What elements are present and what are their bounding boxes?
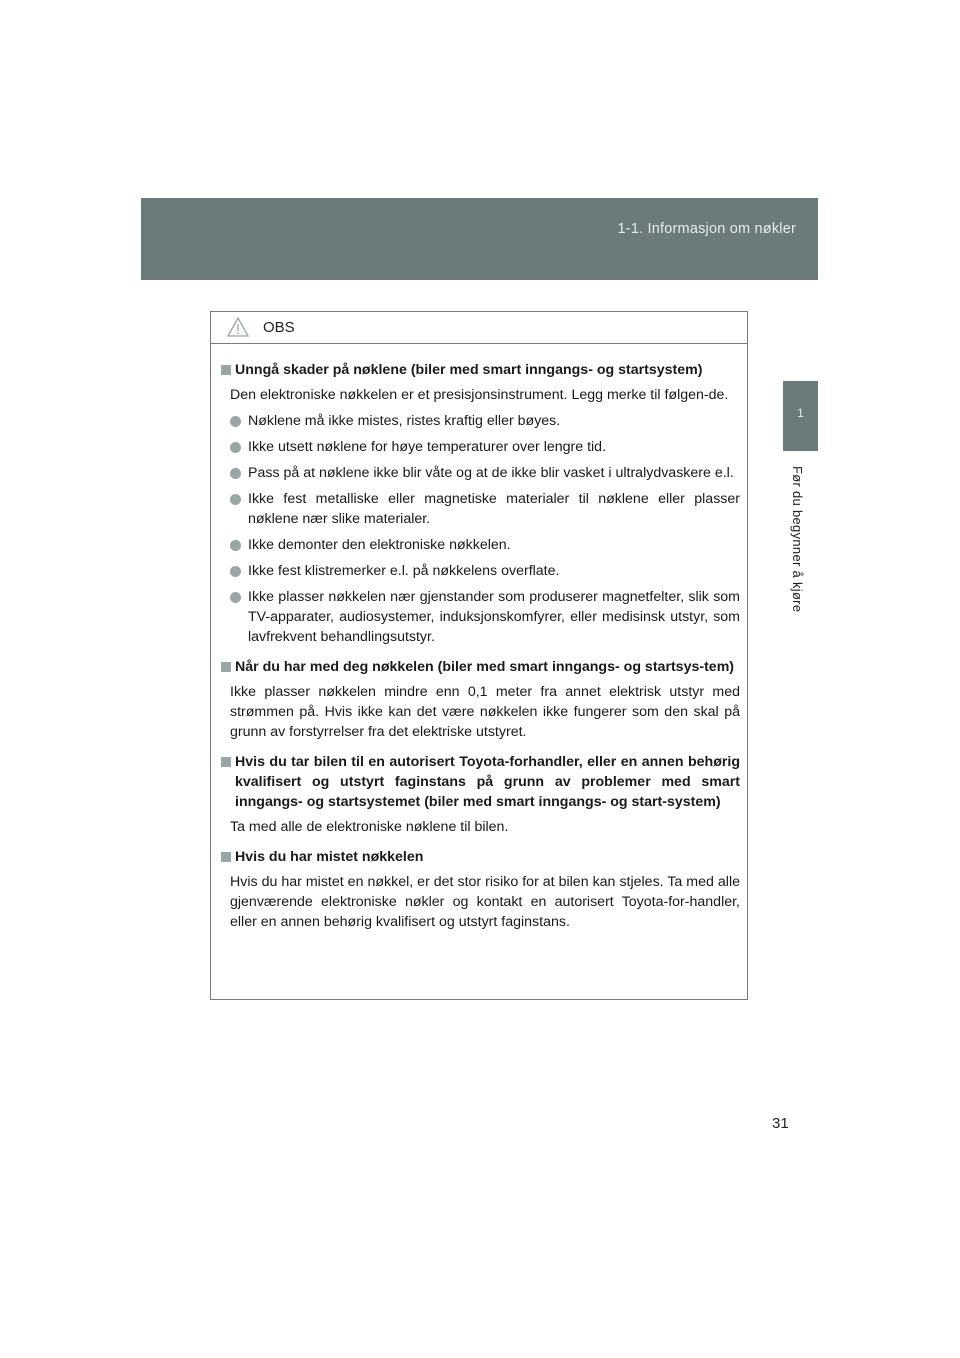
paragraph: Hvis du har mistet en nøkkel, er det stor risiko for at bilen kan stjeles. Ta med alle gjenværende elektroniske nøkler og kontakt en autorisert Toyota-for-handler, eller en annen behørig kvalifisert og utstyrt faginstans.: [230, 874, 740, 930]
paragraph: Ta med alle de elektroniske nøklene til bilen.: [230, 819, 509, 835]
caution-box: [210, 311, 748, 1000]
round-bullet-icon: [230, 442, 241, 453]
list-item: [219, 411, 740, 431]
heading-text: Unngå skader på nøklene (biler med smart inngangs- og startsystem): [235, 362, 703, 378]
list-item: [219, 561, 740, 581]
list-item-text: Ikke plasser nøkkelen nær gjenstander som produserer magnetfelter, slik som TV-apparater, audiosystemer, induksjonskomfyrer, eller medisinsk utstyr, som lavfrekvent behandlingsutstyr.: [248, 589, 740, 645]
list-item-text: Ikke demonter den elektroniske nøkkelen.: [248, 537, 511, 553]
list-item-text: Ikke utsett nøklene for høye temperaturer over lengre tid.: [248, 439, 607, 455]
square-bullet-icon: [221, 662, 231, 672]
round-bullet-icon: [230, 592, 241, 603]
square-bullet-icon: [221, 365, 231, 375]
list-item: [219, 535, 740, 555]
section-heading: [219, 847, 740, 867]
list-item-text: Pass på at nøklene ikke blir våte og at de ikke blir vasket i ultralydvaskere e.l.: [248, 465, 734, 481]
caution-title: OBS: [263, 319, 295, 336]
chapter-label: Før du begynner å kjøre: [790, 466, 805, 613]
caution-body: [211, 344, 747, 932]
section-header-band: [141, 198, 818, 280]
paragraph: Den elektroniske nøkkelen er et presisjonsinstrument. Legg merke til følgen-de.: [230, 387, 729, 403]
square-bullet-icon: [221, 852, 231, 862]
section-title: 1-1. Informasjon om nøkler: [617, 221, 796, 237]
round-bullet-icon: [230, 468, 241, 479]
list-item-text: Ikke fest klistremerker e.l. på nøkkelens overflate.: [248, 563, 560, 579]
list-item: [219, 587, 740, 647]
round-bullet-icon: [230, 494, 241, 505]
heading-text: Hvis du tar bilen til en autorisert Toyota-forhandler, eller en annen behørig kvalifisert og utstyrt faginstans på grunn av problemer med smart inngangs- og startsystemet (biler med smart inngangs- og start-system): [235, 754, 740, 810]
warning-triangle-icon: [227, 317, 249, 337]
chapter-number: 1: [797, 406, 804, 420]
caution-header: [211, 312, 747, 344]
chapter-tab: [783, 381, 818, 451]
list-item-text: Ikke fest metalliske eller magnetiske materialer til nøklene eller plasser nøklene nær slike materialer.: [248, 491, 740, 527]
list-item: [219, 437, 740, 457]
square-bullet-icon: [221, 757, 231, 767]
round-bullet-icon: [230, 416, 241, 427]
list-item-text: Nøklene må ikke mistes, ristes kraftig eller bøyes.: [248, 413, 561, 429]
section-heading: [219, 752, 740, 812]
section-heading: [219, 360, 740, 380]
section-heading: [219, 657, 740, 677]
list-item: [219, 489, 740, 529]
page-number: 31: [772, 1115, 789, 1132]
round-bullet-icon: [230, 540, 241, 551]
list-item: [219, 463, 740, 483]
heading-text: Når du har med deg nøkkelen (biler med smart inngangs- og startsys-tem): [235, 659, 735, 675]
paragraph: Ikke plasser nøkkelen mindre enn 0,1 meter fra annet elektrisk utstyr med strømmen på. Hvis ikke kan det være nøkkelen ikke fungerer som den skal på grunn av forstyrrelser fra det elektriske utstyret.: [230, 684, 740, 740]
heading-text: Hvis du har mistet nøkkelen: [235, 849, 424, 865]
round-bullet-icon: [230, 566, 241, 577]
